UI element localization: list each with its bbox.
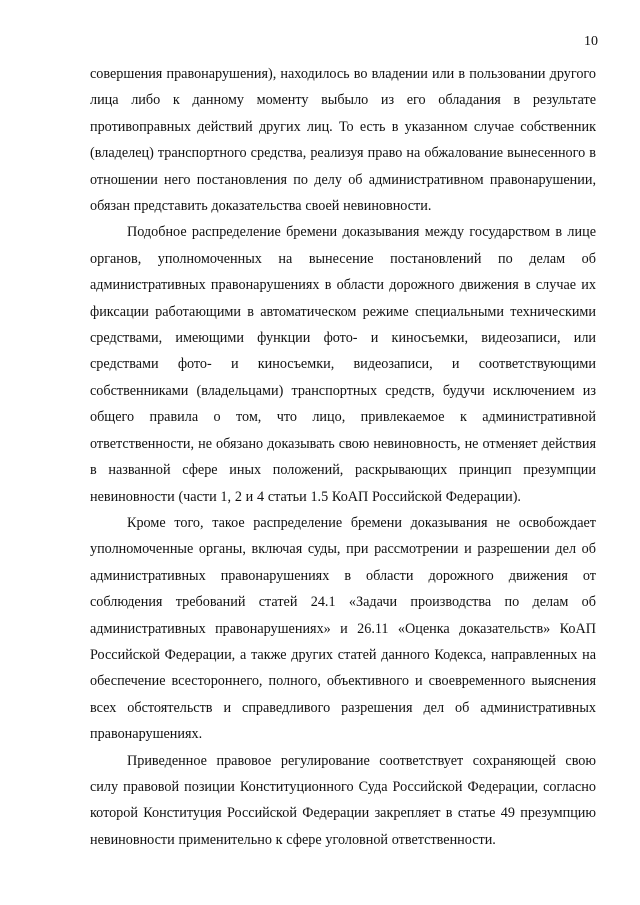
document-body	[90, 61, 596, 853]
paragraph-3: Кроме того, такое распределение бремени доказывания не освобождает уполномоченные органы, включая суды, при рассмотрении и разрешении дел об административных правонарушениях в области дорожного движения от соблюдения требований статей 24.1 «Задачи производства по делам об административных правонарушениях» и 26.11 «Оценка доказательств» КоАП Российской Федерации, а также других статей данного Кодекса, направленных на обеспечение всестороннего, полного, объективного и своевременного выяснения всех обстоятельств и справедливого разрешения дел об административных правонарушениях.	[90, 514, 596, 743]
paragraph-2: Подобное распределение бремени доказывания между государством в лице органов, уполномоченных на вынесение постановлений по делам об административных правонарушениях в области дорожного движения в случае их фиксации работающими в автоматическом режиме специальными техническими средствами, имеющими функции фото- и киносъемки, видеозаписи, или средствами фото- и киносъемки, видеозаписи, и соответствующими собственниками (владельцами) транспортных средств, будучи исключением из общего правила о том, что лицо, привлекаемое к административной ответственности, не обязано доказывать свою невиновность, не отменяет действия в названной сфере иных положений, раскрывающих принцип презумпции невиновности (части 1, 2 и 4 статьи 1.5 КоАП Российской Федерации).	[90, 224, 596, 505]
paragraph-4: Приведенное правовое регулирование соответствует сохраняющей свою силу правовой позиции Конституционного Суда Российской Федерации, согласно которой Конституция Российской Федерации закрепляет в статье 49 презумпцию невиновности применительно к сфере уголовной ответственности.	[90, 752, 596, 848]
paragraph-1: совершения правонарушения), находилось во владении или в пользовании другого лица либо к данному моменту выбыло из его обладания в результате противоправных действий других лиц. То есть в указанном случае собственник (владелец) транспортного средства, реализуя право на обжалование вынесенного в отношении него постановления по делу об административном правонарушении, обязан представить доказательства своей невиновности.	[90, 66, 596, 215]
page-number: 10	[584, 34, 598, 49]
